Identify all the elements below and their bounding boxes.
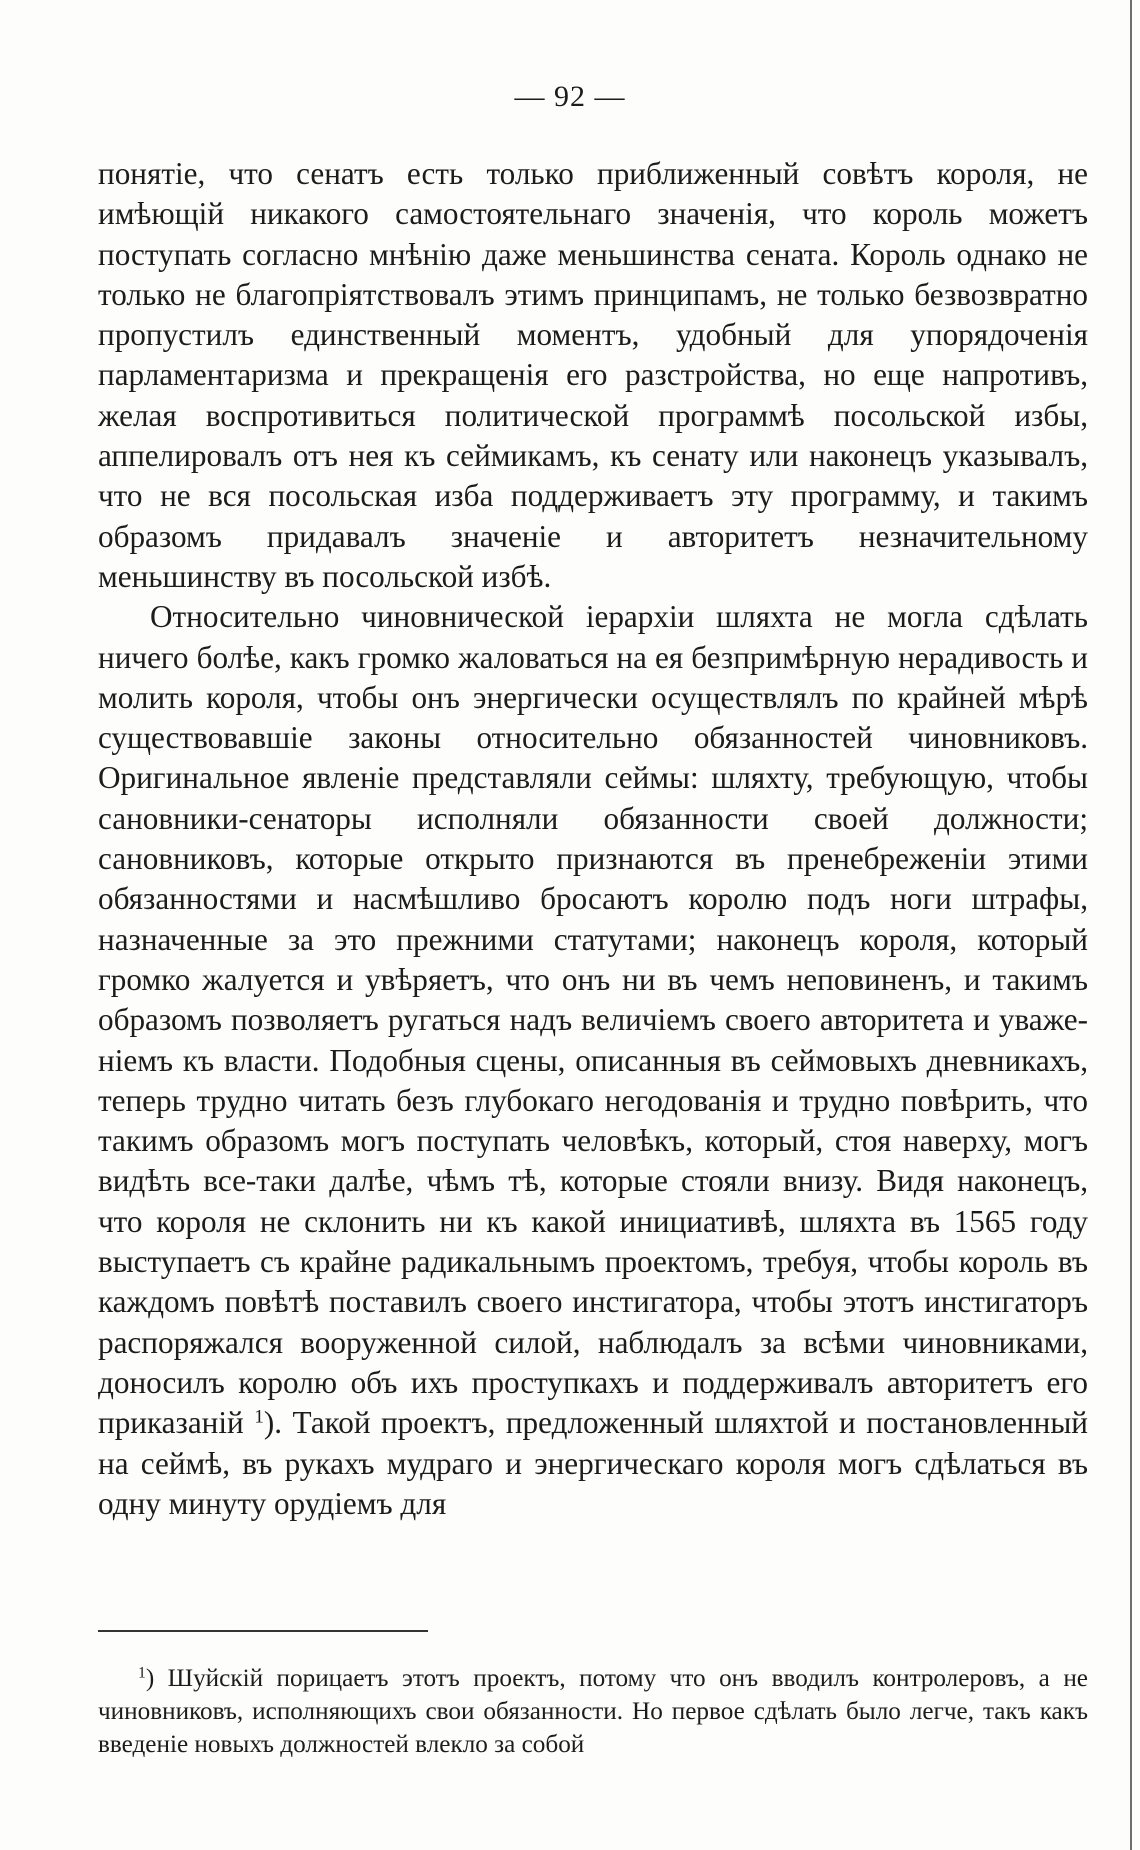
body-text <box>98 154 1088 1524</box>
paragraph <box>98 597 1088 1524</box>
page-number: — 92 — <box>514 80 626 113</box>
paragraph-text: Относительно чиновнической іерархіи шляхта не могла сдѣлать ничего болѣе, какъ громко жаловаться на ея безпримѣрную нерадивость и молить короля, чтобы онъ энергически осуществлялъ по крайней мѣрѣ существовавшіе законы относительно обязанностей чиновниковъ. Оригинальное явленіе представляли сеймы: шляхту, требующую, чтобы сановники-сенаторы исполняли обязанности своей должности; сановниковъ, которые открыто признаются въ пренебреженіи этими обязанностями и насмѣшливо бросаютъ королю подъ ноги штрафы, назначенные за это прежними статутами; наконецъ короля, который громко жалуется и увѣряетъ, что онъ ни въ чемъ неповиненъ, и такимъ образомъ позволяетъ ругаться надъ величіемъ своего авторитета и уваженіемъ къ власти. Подобныя сцены, описанныя въ сеймовыхъ дневникахъ, теперь трудно читать безъ глубокаго негодованія и трудно повѣрить, что такимъ образомъ могъ поступать человѣкъ, который, стоя наверху, могъ видѣть все-таки далѣе, чѣмъ тѣ, которые стояли внизу. Видя наконецъ, что короля не склонить ни къ какой инициативѣ, шляхта въ 1565 году выступаетъ съ крайне радикальнымъ проектомъ, требуя, чтобы король въ каждомъ повѣтѣ поставилъ своего инстигатора, чтобы этотъ инстигаторъ распоряжался вооруженной силой, наблюдалъ за всѣми чиновниками, доносилъ королю объ ихъ проступкахъ и поддерживалъ авторитетъ его приказаній <box>98 599 1088 1441</box>
footnote-text: ) Шуйскій порицаетъ этотъ проектъ, потому что онъ вводилъ контролеровъ, а не чиновниковъ, исполняющихъ свои обязанности. Но первое сдѣлать было легче, такъ какъ введеніе новыхъ должностей влекло за собой <box>98 1665 1088 1758</box>
paragraph: понятіе, что сенатъ есть только приближенный совѣтъ короля, не имѣющій никакого самостоятельнаго значенія, что король можетъ поступать согласно мнѣнію даже меньшинства сената. Король однако не только не благопріятствовалъ этимъ принципамъ, не только безвозвратно пропустилъ единственный моментъ, удобный для упорядоченія парламентаризма и прекращенія его разстройства, но еще напротивъ, желая воспротивиться политической программѣ посольской избы, аппелировалъ отъ нея къ сеймикамъ, къ сенату или наконецъ указывалъ, что не вся посольская изба поддерживаетъ эту программу, и такимъ образомъ придавалъ значеніе и авторитетъ незначительному меньшинству въ посольской избѣ. <box>98 156 1088 594</box>
paragraph-text: ). Такой проектъ, предложенный шляхтой и постановленный на сеймѣ, въ рукахъ мудраго и энергическаго короля могъ сдѣлаться въ одну минуту орудіемъ для <box>98 1405 1088 1521</box>
footnote-marker: 1 <box>138 1664 146 1682</box>
page-edge <box>1130 0 1132 1850</box>
footnote <box>98 1662 1088 1761</box>
footnote-reference: 1 <box>254 1406 264 1428</box>
footnote-divider <box>98 1630 428 1632</box>
